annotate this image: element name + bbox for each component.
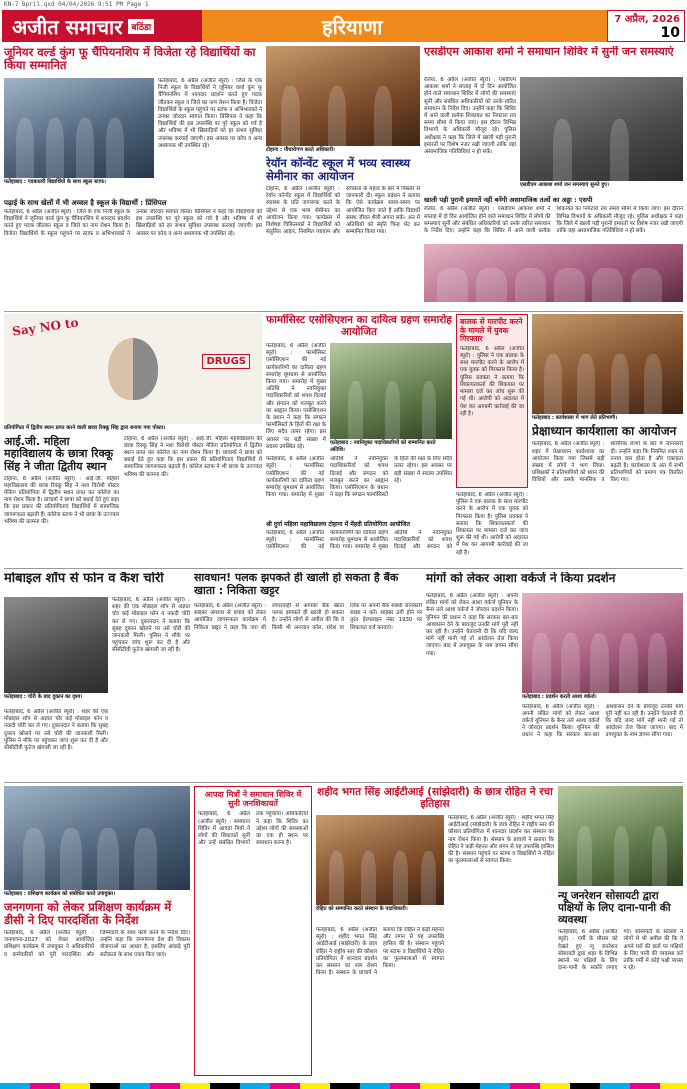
photo-caption: टोहाना : पौधारोपण करते अधिकारी।	[266, 147, 335, 153]
photo-caption: फतेहाबाद : पदकधारी विद्यार्थियों के साथ स्कूल स्टाफ।	[4, 179, 106, 185]
story-photo	[266, 46, 420, 146]
headline: एसडीएम आकाश शर्मा ने समाधान शिविर में सुनीं जन समस्याएं	[424, 46, 674, 58]
story-sdm-camp	[424, 46, 683, 308]
story-asha-protest	[426, 572, 683, 780]
photo-caption: फतेहाबाद : चोरी के बाद दुकान का दृश्य।	[4, 694, 83, 700]
poster-text-drugs: DRUGS	[202, 354, 250, 369]
story-cyber-fraud	[194, 572, 422, 780]
headline: मांगों को लेकर आशा वर्कर्ज ने किया प्रदर्शन	[426, 572, 616, 585]
story-bird-water	[558, 786, 683, 1076]
headline: न्यू जनरेशन सोसायटी द्वारा पक्षियों के लिए दाना-पानी की व्यवस्था	[558, 890, 671, 927]
story-photo	[330, 343, 452, 439]
story-rayon-seminar	[266, 46, 420, 308]
subheadline: पढ़ाई के साथ खेलों में भी अव्वल है स्कूल के विद्यार्थी : प्रिंसिपल	[4, 199, 167, 207]
story-body-continued: फतेहाबाद, 6 अप्रैल (अजीत ब्यूरो) : शहीद भगत सिंह आईटीआई (सांझेदारी) के छात्र रोहित ने राष्ट्रीय स्तर की कौशल प्रतियोगिता में शानदार प्रदर्शन कर संस्थान का नाम रोशन किया है। संस्थान के प्राचार्य ने बताया कि रोहित ने कड़ी मेहनत और लगन से यह उपलब्धि हासिल की है। संस्थान पहुंचने पर स्टाफ व विद्यार्थियों ने रोहित का फूलमालाओं से स्वागत किया।	[316, 927, 444, 977]
story-photo-2	[424, 244, 683, 302]
print-registration-bar	[0, 1083, 687, 1089]
story-photo	[520, 77, 683, 181]
photo-caption: फतेहाबाद : कार्यशाला में भाग लेते प्रतिभागी।	[532, 415, 618, 421]
headline: शहीद भगत सिंह आईटीआई (सांझेदारी) के छात्र रोहित ने रचा इतिहास	[317, 786, 553, 811]
issue-date: 7 अप्रैल, 2026	[614, 14, 680, 25]
headline: आपदा मित्रों ने समाधान शिविर में सुनी जनशिकायतें	[204, 790, 302, 809]
story-body: फतेहाबाद, 6 अप्रैल (अजीत ब्यूरो) : अपनी लंबित मांगों को लेकर आशा वर्कर्ज यूनियन के बैनर तले आशा वर्कर्ज ने जोरदार प्रदर्शन किया। यूनियन की प्रधान ने कहा कि सरकार बार-बार आश्वासन देने के बावजूद उनकी मांगें पूरी नहीं कर रही है। उन्होंने चेतावनी दी कि यदि जल्द मांगें नहीं मानी गईं तो आंदोलन तेज किया जाएगा। बाद में उपायुक्त के नाम ज्ञापन सौंपा गया।	[426, 593, 518, 657]
story-body: टोहाना, 6 अप्रैल (अजीत ब्यूरो) : रेयॉन कॉन्वेंट स्कूल में विद्यार्थियों को स्वास्थ्य के प्रति जागरूक करने के उद्देश्य से एक भव्य सेमीनार का आयोजन किया गया। कार्यक्रम में विशेषज्ञ चिकित्सकों ने विद्यार्थियों को संतुलित आहार, नियमित व्यायाम और स्वच्छता के महत्व के बारे में विस्तार से जानकारी दी। स्कूल प्रबंधन ने बताया कि ऐसे कार्यक्रम समय-समय पर आयोजित किए जाते हैं ताकि विद्यार्थी स्वस्थ जीवन शैली अपना सकें। अंत में अतिथियों को स्मृति चिन्ह भेंट कर सम्मानित किया गया।	[266, 186, 420, 236]
masthead	[2, 10, 685, 42]
headline: सावधान! पलक झपकते ही खाली हो सकता है बैंक खाता : निकिता खट्टर	[194, 572, 399, 597]
headline: फार्मासिस्ट एसोसिएशन का दायित्व ग्रहण समारोह आयोजित	[266, 314, 452, 339]
poster-image	[4, 314, 262, 424]
story-body: फतेहाबाद, 6 अप्रैल (अजीत ब्यूरो) : जनगणना-2027 को लेकर आयोजित प्रशिक्षण कार्यक्रम में उपायुक्त ने अधिकारियों व कर्मचारियों को पूरी पारदर्शिता और जिम्मेदारी के साथ कार्य करने के निर्देश दिए। उन्होंने कहा कि जनगणना देश की विकास योजनाओं का आधार है, इसलिए आंकड़े पूरी सटीकता के साथ एकत्र किए जाएं।	[4, 930, 190, 958]
story-body: फतेहाबाद, 6 अप्रैल (अजीत ब्यूरो) : समाधान शिविर में आपदा मित्रों ने लोगों की शिकायतें सुनीं और उन्हें संबंधित विभागों तक पहुंचाया। अधिकारियों ने कहा कि शिविर का उद्देश्य लोगों की समस्याओं का एक ही स्थान पर समाधान करना है।	[198, 811, 308, 847]
story-body: फतेहाबाद, 6 अप्रैल (अजीत ब्यूरो) : फार्मासिस्ट एसोसिएशन की नई कार्यकारिणी का दायित्व ग्रहण समारोह धूमधाम से आयोजित किया गया। समारोह में मुख्य अतिथि ने नवनियुक्त पदाधिकारियों को शपथ दिलाई और संगठन को मजबूत करने का आह्वान किया। एसोसिएशन के प्रधान ने कहा कि संगठन फार्मासिस्टों के हितों की रक्षा के लिए सदैव तत्पर रहेगा। इस अवसर पर बड़ी संख्या में सदस्य उपस्थित रहे।	[266, 343, 326, 450]
story-photo	[4, 78, 154, 178]
story-body: रतिया, 6 अप्रैल (अजीत ब्यूरो) : एसडीएम आकाश शर्मा ने सप्ताह में दो दिन आयोजित होने वाले समाधान शिविर में लोगों की समस्याएं सुनीं और संबंधित अधिकारियों को उनके त्वरित समाधान के निर्देश दिए। उन्होंने कहा कि शिविर में आने वाली प्रत्येक शिकायत का निपटारा तय समय सीमा में किया जाए। इस दौरान विभिन्न विभागों के अधिकारी मौजूद रहे। पुलिस अधीक्षक ने कहा कि जिले में खाली पड़ी पुरानी इमारतों पर विशेष नजर रखी जाएगी ताकि वहां असामाजिक गतिविधियां न हो सकें।	[424, 77, 516, 156]
print-slug: KN-7 Bpril.qxd 04/04/2026 9:51 PM Page 1	[0, 0, 687, 9]
story-body: फतेहाबाद, 6 अप्रैल (अजीत ब्यूरो) : गर्मी के मौसम को देखते हुए न्यू जनरेशन सोसायटी द्वारा शहर के विभिन्न स्थानों पर पक्षियों के लिए दाना-पानी के सकोरे लगाए गए। सोसायटी के सदस्यों ने लोगों से भी अपील की कि वे अपने घरों की छतों पर पक्षियों के लिए पानी की व्यवस्था करें ताकि गर्मी में कोई पक्षी प्यासा न रहे।	[558, 929, 683, 972]
story-body-continued: रतिया, 6 अप्रैल (अजीत ब्यूरो) : एसडीएम आकाश शर्मा ने सप्ताह में दो दिन आयोजित होने वाले समाधान शिविर में लोगों की समस्याएं सुनीं और संबंधित अधिकारियों को उनके त्वरित समाधान के निर्देश दिए। उन्होंने कहा कि शिविर में आने वाली प्रत्येक शिकायत का निपटारा तय समय सीमा में किया जाए। इस दौरान विभिन्न विभागों के अधिकारी मौजूद रहे। पुलिस अधीक्षक ने कहा कि जिले में खाली पड़ी पुरानी इमारतों पर विशेष नजर रखी जाएगी ताकि वहां असामाजिक गतिविधियां न हो सकें।	[424, 206, 683, 235]
story-photo	[532, 314, 683, 414]
headline: प्रेक्षाध्यान कार्यशाला का आयोजन	[532, 423, 677, 438]
story-mobile-theft	[4, 572, 190, 780]
photo-caption: फतेहाबाद : प्रदर्शन करती आशा वर्कर्ज।	[522, 694, 597, 700]
story-photo	[558, 786, 683, 886]
story-assault-arrest	[456, 314, 528, 488]
story-body: टोहाना, 6 अप्रैल (अजीत ब्यूरो) : आई.जी. महिला महाविद्यालय की छात्रा रिक्कू सिंह ने नशा विरोधी पोस्टर मेकिंग प्रतियोगिता में द्वितीय स्थान प्राप्त कर कॉलेज का नाम रोशन किया है। प्राचार्या ने छात्रा को बधाई देते हुए कहा कि इस प्रकार की प्रतियोगिताएं विद्यार्थियों में सामाजिक जागरूकता बढ़ाती हैं। कॉलेज स्टाफ ने भी छात्रा के उज्ज्वल भविष्य की कामना की।	[4, 475, 119, 525]
photo-caption: फतेहाबाद : नवनियुक्त पदाधिकारियों को सम्मानित करते अतिथि।	[330, 440, 436, 453]
logo-text: अजीत समाचार	[12, 14, 123, 39]
story-kungfu	[4, 46, 262, 308]
headline: मोबाइल शॉप से फोन व कैश चोरी	[4, 572, 164, 586]
story-poster-competition	[4, 314, 262, 566]
photo-caption: रोहित को सम्मानित करते संस्थान के पदाधिकारी।	[316, 906, 408, 912]
story-body-sub: फतेहाबाद, 6 अप्रैल (अजीत ब्यूरो) : फार्मासिस्ट एसोसिएशन की नई कार्यकारिणी का दायित्व ग्रहण समारोह धूमधाम से आयोजित किया गया। समारोह में मुख्य अतिथि ने नवनियुक्त पदाधिकारियों को शपथ दिलाई और संगठन को	[266, 530, 452, 551]
story-body: फतेहाबाद, 6 अप्रैल (अजीत ब्यूरो) : शहर में प्रेक्षाध्यान कार्यशाला का आयोजन किया गया जिसमें बड़ी संख्या में लोगों ने भाग लिया। प्रशिक्षकों ने प्रतिभागियों को ध्यान की विधियों और उसके मानसिक व शारीरिक लाभों के बारे में जानकारी दी। उन्होंने कहा कि नियमित ध्यान से तनाव कम होता है और एकाग्रता बढ़ती है। कार्यशाला के अंत में सभी प्रतिभागियों को प्रमाण पत्र वितरित किए गए।	[532, 441, 683, 484]
poster-text: Say NO to	[11, 315, 80, 339]
story-body-continued: फतेहाबाद, 6 अप्रैल (अजीत ब्यूरो) : फार्मासिस्ट एसोसिएशन की नई कार्यकारिणी का दायित्व ग्रहण समारोह धूमधाम से आयोजित किया गया। समारोह में मुख्य अतिथि ने नवनियुक्त पदाधिकारियों को शपथ दिलाई और संगठन को मजबूत करने का आह्वान किया। एसोसिएशन के प्रधान ने कहा कि संगठन फार्मासिस्टों के हितों की रक्षा के लिए सदैव तत्पर रहेगा। इस अवसर पर बड़ी संख्या में सदस्य उपस्थित रहे।	[266, 456, 452, 499]
story-body-continued: टोहाना, 6 अप्रैल (अजीत ब्यूरो) : आई.जी. महिला महाविद्यालय की छात्रा रिक्कू सिंह ने नशा विरोधी पोस्टर मेकिंग प्रतियोगिता में द्वितीय स्थान प्राप्त कर कॉलेज का नाम रोशन किया है। प्राचार्या ने छात्रा को बधाई देते हुए कहा कि इस प्रकार की प्रतियोगिताएं विद्यार्थियों में सामाजिक जागरूकता बढ़ाती हैं। कॉलेज स्टाफ ने भी छात्रा के उज्ज्वल भविष्य की कामना की।	[124, 435, 262, 478]
story-iti-student	[316, 786, 554, 1076]
story-body-continued: फतेहाबाद, 6 अप्रैल (अजीत ब्यूरो) : शहर की एक मोबाइल शॉप से अज्ञात चोर कई मोबाइल फोन व नकदी चोरी कर ले गए। दुकानदार ने बताया कि सुबह दुकान खोलने पर उसे चोरी की जानकारी मिली। पुलिस ने मौके पर पहुंचकर जांच शुरू कर दी है और सीसीटीवी फुटेज खंगाली जा रही है।	[4, 709, 108, 752]
story-body: फतेहाबाद, 6 अप्रैल (अजीत ब्यूरो) : पुलिस ने एक बालक के साथ मारपीट करने के आरोप में एक युवक को गिरफ्तार किया है। पुलिस प्रवक्ता ने बताया कि शिकायतकर्ता की शिकायत पर मामला दर्ज कर जांच शुरू की गई थी। आरोपी को अदालत में पेश कर आगामी कार्रवाई की जा रही है।	[460, 345, 524, 417]
headline: जनगणना को लेकर प्रशिक्षण कार्यक्रम में डीसी ने दिए पारदर्शिता के निर्देश	[4, 899, 172, 927]
story-aapda-mitra	[194, 786, 312, 1076]
story-assault-continued: फतेहाबाद, 6 अप्रैल (अजीत ब्यूरो) : पुलिस ने एक बालक के साथ मारपीट करने के आरोप में एक युवक को गिरफ्तार किया है। पुलिस प्रवक्ता ने बताया कि शिकायतकर्ता की शिकायत पर मामला दर्ज कर जांच शुरू की गई थी। आरोपी को अदालत में पेश कर आगामी कार्रवाई की जा रही है।	[456, 492, 528, 556]
story-meditation-workshop	[532, 314, 683, 566]
story-body: फतेहाबाद, 6 अप्रैल (अजीत ब्यूरो) : साइबर अपराध से बचाव को लेकर आयोजित जागरूकता कार्यक्रम में निकिता खट्टर ने कहा कि जरा सी लापरवाही से आपका बैंक खाता पलक झपकते ही खाली हो सकता है। उन्होंने लोगों से अपील की कि वे किसी भी अनजान कॉल, संदेश या लिंक पर अपनी बैंक संबंधी जानकारी साझा न करें। साइबर ठगी होने पर तुरंत हेल्पलाइन नंबर 1930 पर शिकायत दर्ज करवाएं।	[194, 603, 422, 631]
photo-caption: प्रतियोगिता में द्वितीय स्थान प्राप्त करने वाली छात्रा रिक्कू सिंह द्वारा बनाया गया पोस्टर।	[4, 425, 166, 431]
photo-caption: फतेहाबाद : प्रशिक्षण कार्यक्रम को संबोधित करते उपायुक्त।	[4, 891, 116, 897]
story-photo	[316, 815, 444, 905]
story-photo	[4, 786, 190, 890]
headline: जूनियर वर्ल्ड कुंग फू चैंपियनशिप में विजेता रहे विद्यार्थियों का किया सम्मानित	[4, 46, 256, 73]
story-body-continued: फतेहाबाद, 6 अप्रैल (अजीत ब्यूरो) : अपनी लंबित मांगों को लेकर आशा वर्कर्ज यूनियन के बैनर तले आशा वर्कर्ज ने जोरदार प्रदर्शन किया। यूनियन की प्रधान ने कहा कि सरकार बार-बार आश्वासन देने के बावजूद उनकी मांगें पूरी नहीं कर रही है। उन्होंने चेतावनी दी कि यदि जल्द मांगें नहीं मानी गईं तो आंदोलन तेज किया जाएगा। बाद में उपायुक्त के नाम ज्ञापन सौंपा गया।	[522, 703, 683, 739]
date-box	[607, 10, 685, 42]
headline: बालक से मारपीट करने के मामले में युवक गिरफ्तार	[460, 317, 523, 344]
story-body: फतेहाबाद, 6 अप्रैल (अजीत ब्यूरो) : शहर की एक मोबाइल शॉप से अज्ञात चोर कई मोबाइल फोन व नकदी चोरी कर ले गए। दुकानदार ने बताया कि सुबह दुकान खोलने पर उसे चोरी की जानकारी मिली। पुलिस ने मौके पर पहुंचकर जांच शुरू कर दी है और सीसीटीवी फुटेज खंगाली जा रही है।	[112, 597, 190, 654]
subheadline: श्री दुर्गा महिला महाविद्यालय टोहाना में मेंहदी प्रतियोगिता आयोजित	[266, 521, 410, 529]
story-pharmacist-association	[266, 314, 452, 566]
story-body: फतेहाबाद, 6 अप्रैल (अजीत ब्यूरो) : शहीद भगत सिंह आईटीआई (सांझेदारी) के छात्र रोहित ने राष्ट्रीय स्तर की कौशल प्रतियोगिता में शानदार प्रदर्शन कर संस्थान का नाम रोशन किया है। संस्थान के प्राचार्य ने बताया कि रोहित ने कड़ी मेहनत और लगन से यह उपलब्धि हासिल की है। संस्थान पहुंचने पर स्टाफ व विद्यार्थियों ने रोहित का फूलमालाओं से स्वागत किया।	[448, 815, 554, 865]
section-title: हरियाणा	[202, 10, 607, 42]
edition-city: बठिंडा	[128, 19, 154, 34]
headline: रेयॉन कॉन्वेंट स्कूल में भव्य स्वास्थ्य सेमीनार का आयोजन	[266, 155, 411, 183]
headline: आई.जी. महिला महाविद्यालय के छात्रा रिक्कू सिंह ने जीता द्वितीय स्थान	[4, 434, 114, 473]
photo-caption: एसडीएम आकाश शर्मा जन समस्याएं सुनते हुए।	[520, 182, 609, 188]
story-body-continued: फतेहाबाद, 6 अप्रैल (अजीत ब्यूरो) : जिले के एक निजी स्कूल के विद्यार्थियों ने जूनियर वर्ल्ड कुंग फू चैंपियनशिप में शानदार प्रदर्शन करते हुए पदक जीतकर स्कूल व जिले का नाम रोशन किया है। विजेता विद्यार्थियों के स्कूल पहुंचने पर स्टाफ व अभिभावकों ने उनका जोरदार स्वागत किया। प्रिंसिपल ने कहा कि विद्यार्थियों की इस उपलब्धि पर पूरे स्कूल को गर्व है और भविष्य में भी खिलाड़ियों को हर संभव सुविधा उपलब्ध करवाई जाएगी। इस अवसर पर कोच व अन्य अध्यापक भी उपस्थित रहे।	[4, 209, 262, 237]
story-photo	[4, 597, 108, 693]
subheadline: खाली पड़ी पुरानी इमारतें नहीं बनेंगी असामाजिक तत्वों का अड्डा : एसपी	[424, 196, 593, 204]
story-photo	[522, 593, 683, 693]
story-body: फतेहाबाद, 6 अप्रैल (अजीत ब्यूरो) : जिले के एक निजी स्कूल के विद्यार्थियों ने जूनियर वर्ल्ड कुंग फू चैंपियनशिप में शानदार प्रदर्शन करते हुए पदक जीतकर स्कूल व जिले का नाम रोशन किया है। विजेता विद्यार्थियों के स्कूल पहुंचने पर स्टाफ व अभिभावकों ने उनका जोरदार स्वागत किया। प्रिंसिपल ने कहा कि विद्यार्थियों की इस उपलब्धि पर पूरे स्कूल को गर्व है और भविष्य में भी खिलाड़ियों को हर संभव सुविधा उपलब्ध करवाई जाएगी। इस अवसर पर कोच व अन्य अध्यापक भी उपस्थित रहे।	[158, 78, 262, 149]
story-census-training	[4, 786, 190, 1076]
newspaper-logo	[2, 10, 202, 42]
page-number: 10	[660, 25, 680, 41]
poster-face-illustration	[108, 338, 158, 400]
